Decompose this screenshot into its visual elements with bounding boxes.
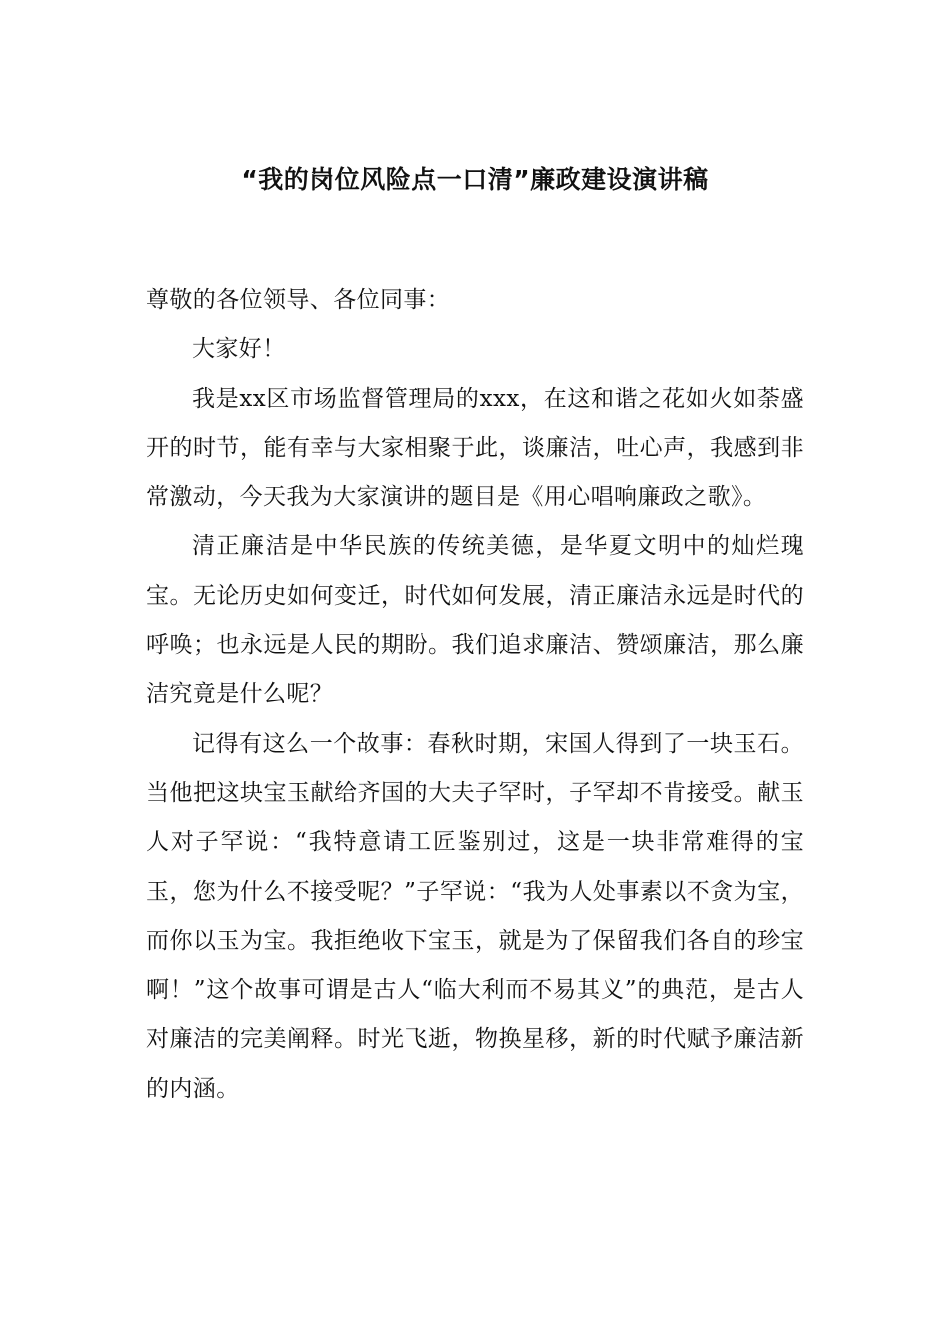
document-body [146,276,804,1114]
paragraph-introduction: 我是xx区市场监督管理局的xxx，在这和谐之花如火如荼盛开的时节，能有幸与大家相聚于此，谈廉洁，吐心声，我感到非常激动，今天我为大家演讲的题目是《用心唱响廉政之歌》。 [146,385,804,511]
paragraph-greeting: 大家好！ [192,336,286,363]
salutation: 尊敬的各位领导、各位同事： [146,287,451,313]
document-title: “我的岗位风险点一口清”廉政建设演讲稿 [241,165,709,194]
paragraph-story: 记得有这么一个故事：春秋时期，宋国人得到了一块玉石。当他把这块宝玉献给齐国的大夫子罕时，子罕却不肯接受。献玉人对子罕说：“我特意请工匠鉴别过，这是一块非常难得的宝玉，您为什么不接受呢？”子罕说：“我为人处事素以不贪为宝，而你以玉为宝。我拒绝收下宝玉，就是为了保留我们各自的珍宝啊！”这个故事可谓是古人“临大利而不易其义”的典范，是古人对廉洁的完美阐释。时光飞逝，物换星移，新的时代赋予廉洁新的内涵。 [146,730,804,1102]
paragraph-integrity-virtue: 清正廉洁是中华民族的传统美德，是华夏文明中的灿烂瑰宝。无论历史如何变迁，时代如何发展，清正廉洁永远是时代的呼唤；也永远是人民的期盼。我们追求廉洁、赞颂廉洁，那么廉洁究竟是什么呢？ [146,533,804,708]
